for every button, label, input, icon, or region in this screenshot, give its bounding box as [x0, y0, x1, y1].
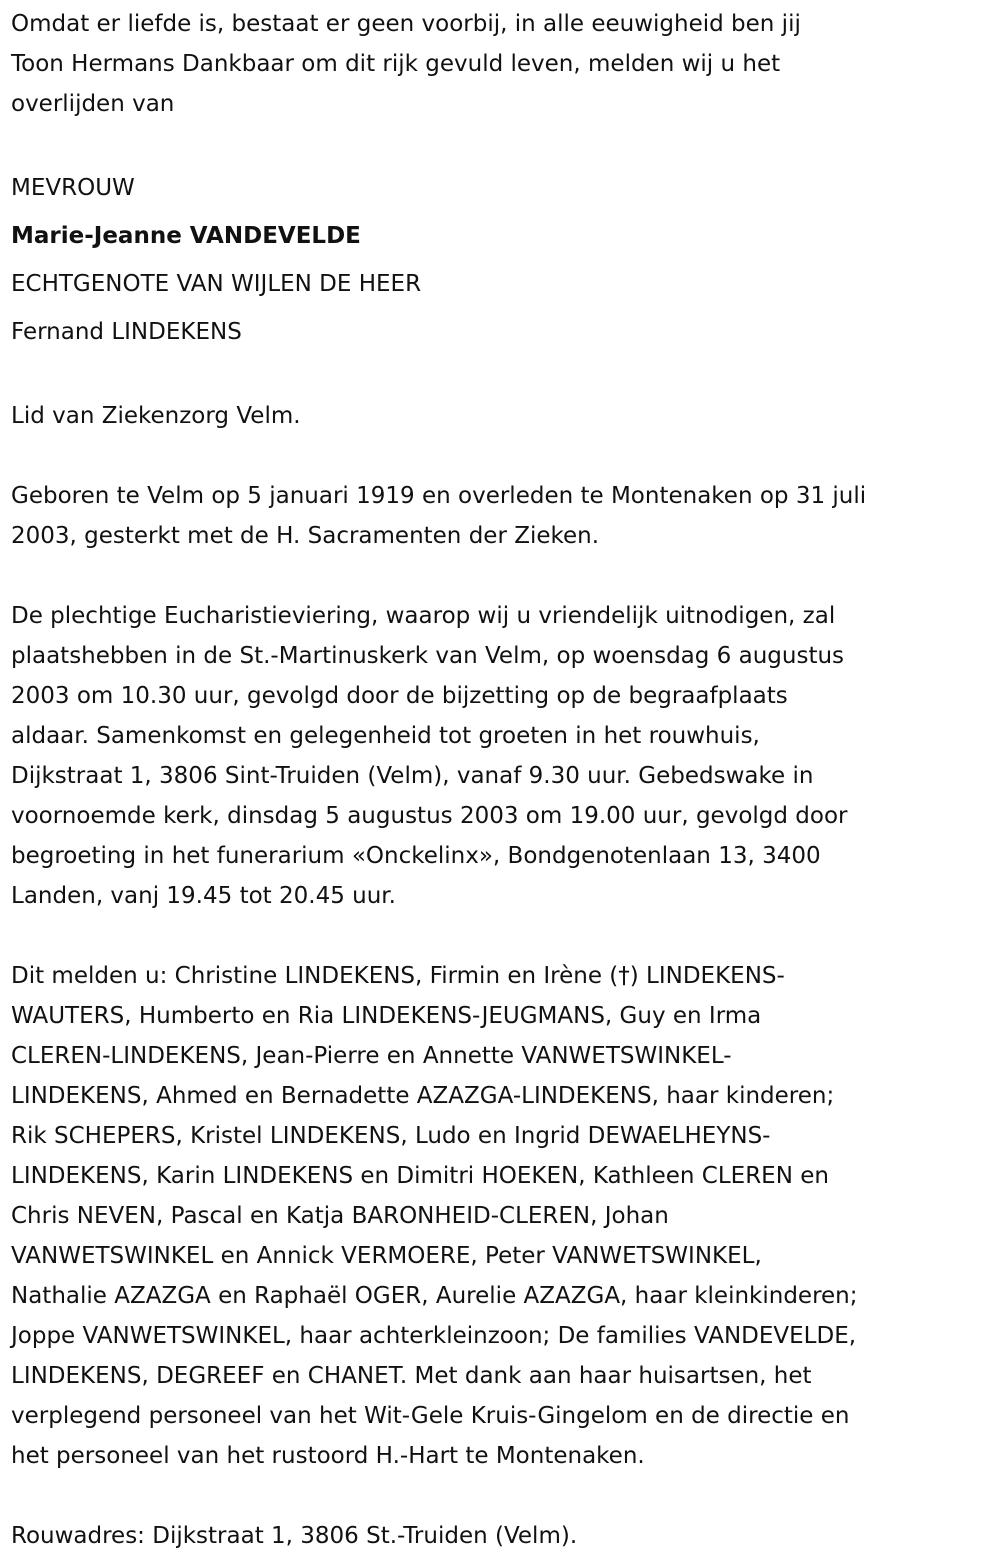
- ceremony-line: begroeting in het funerarium «Onckelinx», Bondgenotenlaan 13, 3400: [11, 843, 821, 869]
- announcers-line: LINDEKENS, DEGREEF en CHANET. Met dank aan haar huisartsen, het: [11, 1363, 812, 1389]
- deceased-title: MEVROUW: [11, 175, 135, 201]
- membership-paragraph: [11, 396, 980, 436]
- intro-line: Omdat er liefde is, bestaat er geen voorbij, in alle eeuwigheid ben jij: [11, 11, 801, 37]
- announcers-line: LINDEKENS, Ahmed en Bernadette AZAZGA-LINDEKENS, haar kinderen;: [11, 1083, 835, 1109]
- deceased-name: Marie-Jeanne VANDEVELDE: [11, 223, 361, 249]
- announcers-line: CLEREN-LINDEKENS, Jean-Pierre en Annette VANWETSWINKEL-: [11, 1043, 732, 1069]
- ceremony-line: voornoemde kerk, dinsdag 5 augustus 2003 om 19.00 uur, gevolgd door: [11, 803, 848, 829]
- announcers-line: Chris NEVEN, Pascal en Katja BARONHEID-CLEREN, Johan: [11, 1203, 669, 1229]
- announcers-line: LINDEKENS, Karin LINDEKENS en Dimitri HOEKEN, Kathleen CLEREN en: [11, 1163, 829, 1189]
- address-paragraph: [11, 1516, 980, 1556]
- ceremony-line: plaatshebben in de St.-Martinuskerk van Velm, op woensdag 6 augustus: [11, 643, 845, 669]
- announcers-line: VANWETSWINKEL en Annick VERMOERE, Peter VANWETSWINKEL,: [11, 1243, 762, 1269]
- deceased-block: [11, 164, 980, 356]
- announcers-line: Joppe VANWETSWINKEL, haar achterkleinzoon; De families VANDEVELDE,: [11, 1323, 857, 1349]
- deceased-relation: ECHTGENOTE VAN WIJLEN DE HEER: [11, 271, 422, 297]
- announcers-line: verplegend personeel van het Wit-Gele Kruis-Gingelom en de directie en: [11, 1403, 850, 1429]
- address-line: Rouwadres: Dijkstraat 1, 3806 St.-Truiden (Velm).: [11, 1523, 578, 1549]
- announcers-line: WAUTERS, Humberto en Ria LINDEKENS-JEUGMANS, Guy en Irma: [11, 1003, 762, 1029]
- ceremony-line: Landen, vanj 19.45 tot 20.45 uur.: [11, 883, 396, 909]
- ceremony-paragraph: [11, 596, 980, 916]
- membership-line: Lid van Ziekenzorg Velm.: [11, 403, 301, 429]
- announcers-line: het personeel van het rustoord H.-Hart te Montenaken.: [11, 1443, 645, 1469]
- ceremony-line: aldaar. Samenkomst en gelegenheid tot groeten in het rouwhuis,: [11, 723, 760, 749]
- announcers-line: Rik SCHEPERS, Kristel LINDEKENS, Ludo en Ingrid DEWAELHEYNS-: [11, 1123, 771, 1149]
- deceased-spouse: Fernand LINDEKENS: [11, 319, 242, 345]
- birth-death-line: 2003, gesterkt met de H. Sacramenten der Zieken.: [11, 523, 600, 549]
- intro-line: Toon Hermans Dankbaar om dit rijk gevuld leven, melden wij u het: [11, 51, 781, 77]
- birth-death-line: Geboren te Velm op 5 januari 1919 en overleden te Montenaken op 31 juli: [11, 483, 867, 509]
- announcers-line: Nathalie AZAZGA en Raphaël OGER, Aurelie AZAZGA, haar kleinkinderen;: [11, 1283, 858, 1309]
- ceremony-line: Dijkstraat 1, 3806 Sint-Truiden (Velm), vanaf 9.30 uur. Gebedswake in: [11, 763, 814, 789]
- ceremony-line: De plechtige Eucharistieviering, waarop wij u vriendelijk uitnodigen, zal: [11, 603, 836, 629]
- ceremony-line: 2003 om 10.30 uur, gevolgd door de bijzetting op de begraafplaats: [11, 683, 788, 709]
- announcers-line: Dit melden u: Christine LINDEKENS, Firmin en Irène (†) LINDEKENS-: [11, 963, 785, 989]
- intro-paragraph: [11, 4, 980, 124]
- intro-line: overlijden van: [11, 91, 175, 117]
- announcers-paragraph: [11, 956, 980, 1476]
- birth-death-paragraph: [11, 476, 980, 556]
